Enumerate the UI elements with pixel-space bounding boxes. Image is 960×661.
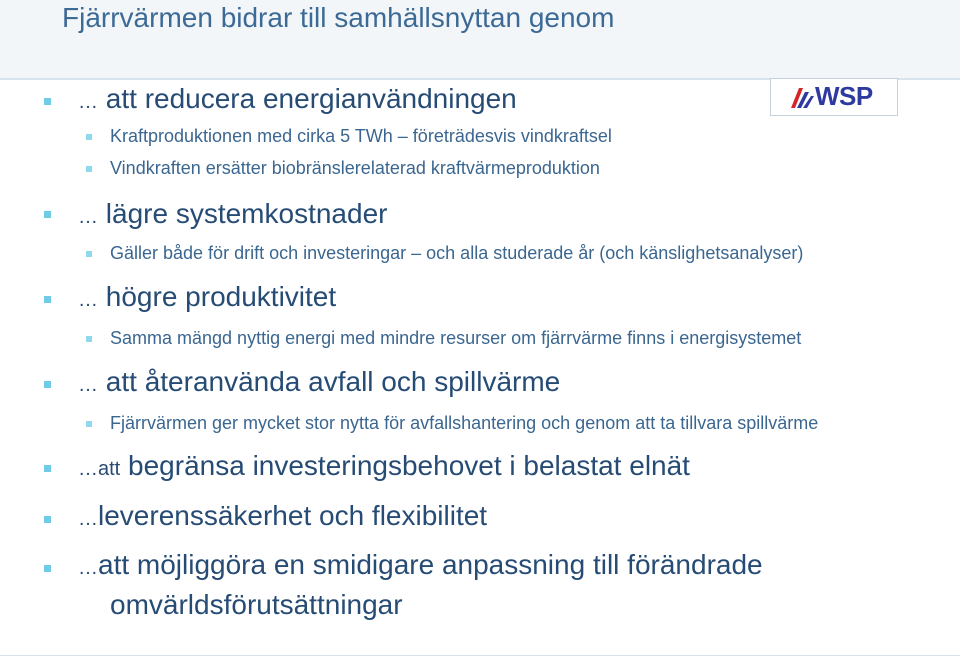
- bullet-icon: [44, 465, 51, 472]
- list-item-text: att reducera energianvändningen: [105, 83, 517, 114]
- ellipsis: …: [78, 374, 98, 396]
- list-item: [78, 84, 517, 115]
- list-item-prefix: att: [98, 458, 121, 480]
- ellipsis: …: [78, 458, 98, 480]
- bullet-icon: [44, 296, 51, 303]
- bullet-icon: [44, 565, 51, 572]
- list-item-text: att möjliggöra en smidigare anpassning till förändrade: [98, 549, 763, 580]
- sub-list-item: Vindkraften ersätter biobränslerelaterad kraftvärmeproduktion: [110, 158, 600, 178]
- sub-bullet-icon: [86, 251, 92, 257]
- wsp-logo-text: WSP: [815, 81, 873, 111]
- list-item-text: högre produktivitet: [105, 281, 337, 312]
- list-item: [78, 367, 560, 398]
- wsp-logo-mark-icon: [789, 86, 815, 110]
- list-item-text: begränsa investeringsbehovet i belastat elnät: [128, 450, 690, 481]
- slide-title: Fjärrvärmen bidrar till samhällsnyttan genom: [62, 2, 615, 33]
- bullet-icon: [44, 516, 51, 523]
- list-item-text: lägre systemkostnader: [105, 198, 388, 229]
- ellipsis: …: [78, 289, 98, 311]
- sub-bullet-icon: [86, 336, 92, 342]
- ellipsis: …: [78, 557, 98, 579]
- ellipsis: …: [78, 508, 98, 530]
- ellipsis: …: [78, 91, 98, 113]
- bullet-icon: [44, 211, 51, 218]
- list-item: [78, 550, 763, 581]
- sub-list-item: Kraftproduktionen med cirka 5 TWh – företrädesvis vindkraftsel: [110, 126, 612, 146]
- sub-bullet-icon: [86, 166, 92, 172]
- list-item-text: att återanvända avfall och spillvärme: [105, 366, 561, 397]
- bullet-icon: [44, 98, 51, 105]
- sub-list-item: Gäller både för drift och investeringar – och alla studerade år (och känslighetsanalyser): [110, 243, 804, 263]
- list-item: [78, 282, 336, 313]
- list-item-text: leverenssäkerhet och flexibilitet: [98, 500, 488, 531]
- sub-bullet-icon: [86, 134, 92, 140]
- list-item: [78, 199, 387, 230]
- bullet-icon: [44, 381, 51, 388]
- ellipsis: …: [78, 206, 98, 228]
- list-item: [78, 501, 487, 532]
- sub-list-item: Samma mängd nyttig energi med mindre resurser om fjärrvärme finns i energisystemet: [110, 328, 802, 348]
- footer-divider: [0, 655, 960, 656]
- sub-bullet-icon: [86, 421, 92, 427]
- sub-list-item: Fjärrvärmen ger mycket stor nytta för avfallshantering och genom att ta tillvara spillvärme: [110, 413, 819, 433]
- list-item: [78, 451, 690, 482]
- wsp-logo: [770, 78, 898, 116]
- list-item-continuation: omvärldsförutsättningar: [110, 589, 403, 620]
